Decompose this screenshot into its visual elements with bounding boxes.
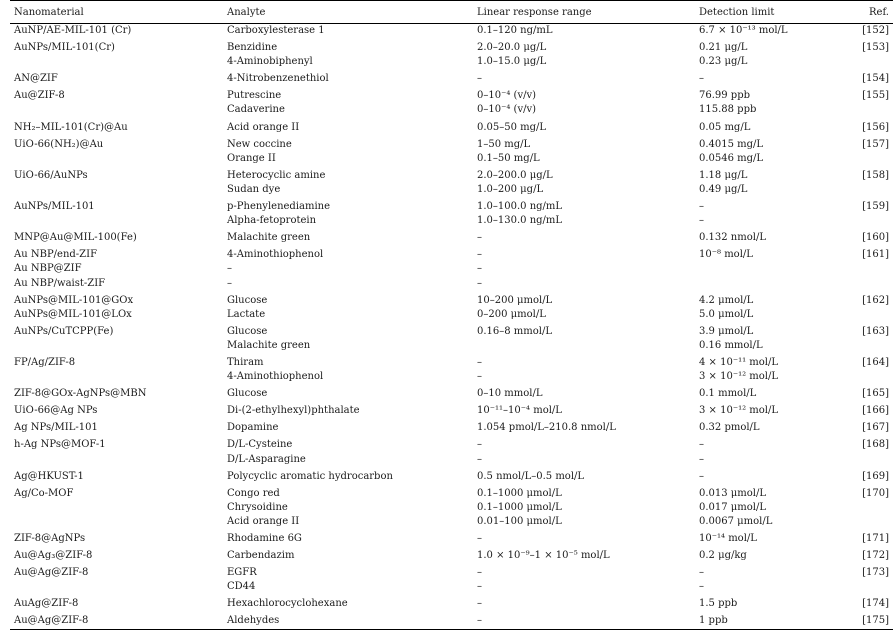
nanomaterial-cell: ZIF-8@AgNPs [14,533,86,544]
nanomaterial-cell [10,55,223,69]
table-row [10,55,893,69]
table-row [10,135,893,152]
linear-range-cell: 1.0–15.0 μg/L [477,56,547,68]
nanomaterial-cell: ZIF-8@GOx-AgNPs@MBN [14,388,147,400]
analyte-cell: Acid orange II [227,121,300,133]
table-row [10,308,893,322]
ref-cell: [157] [862,138,889,150]
ref-cell [851,152,893,166]
detection-limit-cell: – [699,581,704,593]
linear-range-cell: 0.1–1000 μmol/L [477,501,562,513]
ref-cell: [172] [862,550,889,562]
table-row [10,594,893,611]
ref-cell [851,501,893,515]
analyte-cell: Orange II [227,152,276,164]
table-row [10,183,893,197]
detection-limit-cell: – [699,470,704,482]
ref-cell [851,339,893,353]
ref-cell: [165] [862,388,889,400]
ref-cell [851,515,893,529]
table-row [10,118,893,135]
analyte-cell: Rhodamine 6G [227,533,302,544]
detection-limit-cell: 1.18 μg/L [699,169,748,181]
ref-cell: [163] [862,325,889,337]
table-row [10,563,893,580]
analyte-cell: Glucose [227,325,268,337]
detection-limit-cell [695,262,851,276]
ref-cell: [167] [862,422,889,434]
ref-cell [851,308,893,322]
detection-limit-cell: 76.99 ppb [699,90,751,102]
analyte-cell: 4-Aminobiphenyl [227,56,313,68]
detection-limit-cell: 0.21 μg/L [699,42,748,54]
analyte-cell: Polycyclic aromatic hydrocarbon [227,470,393,482]
nanomaterial-cell: UiO-66/AuNPs [14,169,88,181]
detection-limit-cell: 0.32 pmol/L [699,422,760,434]
analyte-cell: Glucose [227,294,268,306]
ref-cell: [175] [851,611,893,629]
ref-cell [851,55,893,69]
analyte-cell: Alpha-fetoprotein [227,215,317,227]
table-row [10,384,893,401]
detection-limit-cell: 0.0546 mg/L [699,152,764,164]
detection-limit-cell: 0.4015 mg/L [699,138,764,150]
linear-range-cell: 1.0–200 μg/L [477,183,544,195]
nanomaterial-cell: Ag NPs/MIL-101 [14,422,98,434]
nanomaterial-cell: UiO-66@Ag NPs [14,405,98,417]
detection-limit-cell: 10⁻¹⁴ mol/L [699,533,757,544]
analyte-cell: Malachite green [227,339,311,351]
linear-range-cell: 2.0–20.0 μg/L [477,42,547,54]
table-row [10,322,893,339]
detection-limit-cell: – [699,201,704,213]
detection-limit-cell: 0.23 μg/L [699,56,748,68]
detection-limit-cell: 5.0 μmol/L [699,308,754,320]
linear-range-cell: – [477,533,482,544]
table-row [10,197,893,214]
table-row [10,515,893,529]
analyte-cell: – [227,263,232,275]
linear-range-cell: – [477,356,482,368]
table-row [10,370,893,384]
linear-range-cell: 0.01–100 μmol/L [477,515,562,527]
detection-limit-cell: 0.0067 μmol/L [699,515,773,527]
ref-cell [851,183,893,197]
nanomaterial-cell: AuNPs@MIL-101@GOx [14,294,134,306]
linear-range-cell: – [477,277,482,289]
ref-cell [851,370,893,384]
detection-limit-cell: – [699,567,704,579]
ref-cell [851,580,893,594]
ref-cell [851,214,893,228]
linear-range-cell: 0–10⁻⁴ (v/v) [477,90,537,102]
nanomaterial-cell: MNP@Au@MIL-100(Fe) [14,232,137,244]
detection-limit-cell: 0.132 nmol/L [699,232,766,244]
detection-limit-cell: 1 ppb [695,611,851,629]
nanomaterial-cell: FP/Ag/ZIF-8 [14,356,76,368]
ref-cell: [170] [862,487,889,499]
nanomaterial-cell [10,103,223,117]
analyte-cell: p-Phenylenediamine [227,201,331,213]
table-row [10,228,893,245]
table-row [10,38,893,55]
nanomaterial-cell: AuNPs/MIL-101 [14,201,95,213]
linear-range-cell: 0–200 μmol/L [477,308,546,320]
detection-limit-cell: 4 × 10⁻¹¹ mol/L [699,356,779,368]
nanomaterial-cell [10,214,223,228]
table-row [10,546,893,563]
nanomaterial-cell [10,580,223,594]
nanomaterial-cell: AuAg@ZIF-8 [14,598,79,610]
analyte-cell: Aldehydes [223,611,473,629]
nanomaterial-cell [10,501,223,515]
ref-cell [851,453,893,467]
header-row [10,1,893,24]
analyte-cell: – [227,277,232,289]
ref-cell: [168] [862,439,889,451]
detection-limit-cell: 3.9 μmol/L [699,325,754,337]
table-row [10,435,893,452]
nanomaterial-cell [10,453,223,467]
analyte-cell: Chrysoidine [227,501,288,513]
nanomaterial-cell: Ag@HKUST-1 [14,470,84,482]
ref-cell: [174] [862,598,889,610]
linear-range-cell: 1–50 mg/L [477,138,531,150]
linear-range-cell: – [477,232,482,244]
table-row [10,262,893,276]
analyte-cell: Putrescine [227,90,282,102]
nanomaterial-cell: Au@Ag@ZIF-8 [10,611,223,629]
linear-range-cell: – [477,73,482,85]
table-row [10,529,893,546]
detection-limit-cell: 0.16 mmol/L [699,339,763,351]
table-row [10,214,893,228]
linear-range-cell: – [477,263,482,275]
linear-range-cell [473,339,695,353]
table-row [10,580,893,594]
detection-limit-cell: 4.2 μmol/L [699,294,754,306]
analyte-cell: Carbendazim [227,550,295,562]
nanomaterial-cell: AuNPs@MIL-101@LOx [14,308,132,320]
linear-range-cell: – [473,611,695,629]
analyte-cell: Malachite green [227,232,311,244]
detection-limit-cell: – [699,73,704,85]
ref-cell [851,277,893,291]
analyte-cell: EGFR [227,567,257,579]
ref-cell [851,103,893,117]
linear-range-cell: 0.05–50 mg/L [477,121,547,133]
analyte-cell: Di-(2-ethylhexyl)phthalate [227,405,360,417]
detection-limit-cell: 0.2 μg/kg [699,550,747,562]
analyte-cell: 4-Aminothiophenol [227,371,324,383]
detection-limit-cell: 115.88 ppb [699,104,757,116]
nanomaterial-cell [10,183,223,197]
ref-cell: [164] [862,356,889,368]
ref-cell: [169] [862,470,889,482]
linear-range-cell: 0.1–120 ng/mL [477,25,553,36]
nanomaterial-cell: AuNPs/CuTCPP(Fe) [14,325,114,337]
linear-range-cell: 1.0–100.0 ng/mL [477,201,563,213]
ref-cell [851,262,893,276]
ref-cell: [159] [862,201,889,213]
table-row [10,467,893,484]
table-row [10,353,893,370]
detection-limit-cell: 3 × 10⁻¹² mol/L [699,371,779,383]
table-row [10,166,893,183]
table-row [10,69,893,86]
linear-range-cell: – [477,371,482,383]
table-row [10,401,893,418]
table-row [10,24,893,39]
analyte-cell: 4-Nitrobenzenethiol [227,73,329,85]
analyte-cell: Thiram [227,356,264,368]
table-row [10,484,893,501]
ref-cell: [171] [862,533,889,544]
header-analyte: Analyte [223,1,473,24]
analyte-cell: Dopamine [227,422,279,434]
table-row [10,103,893,117]
table-body [10,24,893,630]
linear-range-cell: – [477,567,482,579]
ref-cell: [152] [862,25,889,36]
nanomaterial-cell: NH₂–MIL-101(Cr)@Au [14,121,128,133]
analyte-cell: Heterocyclic amine [227,169,326,181]
detection-limit-cell: 0.017 μmol/L [699,501,767,513]
linear-range-cell: 10⁻¹¹–10⁻⁴ mol/L [477,405,562,417]
nanomaterial-cell: Au@Ag₃@ZIF-8 [14,550,93,562]
linear-range-cell: – [477,439,482,451]
linear-range-cell: 0–10 mmol/L [477,388,543,400]
detection-limit-cell: 0.49 μg/L [699,183,748,195]
nanomaterial-cell: AuNP/AE-MIL-101 (Cr) [14,25,132,36]
detection-limit-cell: 0.013 μmol/L [699,487,767,499]
table-row [10,245,893,262]
nanomaterial-cell: UiO-66(NH₂)@Au [14,138,104,150]
detection-limit-cell: 0.05 mg/L [699,121,751,133]
analyte-cell: Lactate [227,308,266,320]
nanomaterial-cell [10,339,223,353]
analyte-cell: Glucose [227,388,268,400]
ref-cell: [155] [862,90,889,102]
nanomaterial-cell: Au@Ag@ZIF-8 [14,567,89,579]
linear-range-cell: 0.16–8 mmol/L [477,325,552,337]
ref-cell: [160] [862,232,889,244]
analyte-cell: Carboxylesterase 1 [227,25,325,36]
nanomaterial-cell: AN@ZIF [14,73,58,85]
analyte-cell: Cadaverine [227,104,285,116]
linear-range-cell: – [477,598,482,610]
analyte-cell: Benzidine [227,42,278,54]
linear-range-cell: 1.0–130.0 ng/mL [477,215,563,227]
linear-range-cell: – [477,453,482,465]
table-row [10,453,893,467]
table-row [10,501,893,515]
table-row [10,418,893,435]
table-row [10,291,893,308]
nanomaterial-cell [10,370,223,384]
analyte-cell: D/L-Asparagine [227,453,306,465]
detection-limit-cell: – [699,453,704,465]
ref-cell: [153] [862,42,889,54]
linear-range-cell: 0.5 nmol/L–0.5 mol/L [477,470,585,482]
detection-limit-cell: 1.5 ppb [699,598,738,610]
nanomaterial-cell: AuNPs/MIL-101(Cr) [14,42,115,54]
linear-range-cell: 0.1–50 mg/L [477,152,540,164]
detection-limit-cell: – [699,215,704,227]
analyte-cell: CD44 [227,581,256,593]
detection-limit-cell: 10⁻⁸ mol/L [699,249,753,261]
analyte-cell: New coccine [227,138,292,150]
ref-cell: [158] [862,169,889,181]
linear-range-cell: 10–200 μmol/L [477,294,553,306]
linear-range-cell: – [477,249,482,261]
analyte-cell: 4-Aminothiophenol [227,249,324,261]
nanomaterial-cell: Au NBP/end-ZIF [14,249,98,261]
nanomaterial-cell: Ag/Co-MOF [14,487,74,499]
linear-range-cell: 1.0 × 10⁻⁹–1 × 10⁻⁵ mol/L [477,550,610,562]
analyte-cell: Congo red [227,487,280,499]
detection-limit-cell [695,277,851,291]
ref-cell: [162] [862,294,889,306]
table-row [10,86,893,103]
nanomaterial-cell [10,152,223,166]
analyte-cell: Hexachlorocyclohexane [227,598,348,610]
table-row [10,611,893,629]
ref-cell: [154] [862,73,889,85]
header-ref: Ref. [851,1,893,24]
table-row [10,339,893,353]
table-row [10,277,893,291]
detection-limit-cell: 6.7 × 10⁻¹³ mol/L [699,25,788,36]
nanomaterial-cell: Au NBP@ZIF [14,263,82,275]
detection-limit-cell: – [699,439,704,451]
table-row [10,152,893,166]
header-detection-limit: Detection limit [695,1,851,24]
linear-range-cell: 0–10⁻⁴ (v/v) [477,104,537,116]
analyte-cell: Acid orange II [227,515,300,527]
nanomaterial-cell: h-Ag NPs@MOF-1 [14,439,106,451]
header-linear-range: Linear response range [473,1,695,24]
nanomaterial-table [10,0,893,630]
ref-cell: [173] [862,567,889,579]
analyte-cell: D/L-Cysteine [227,439,293,451]
linear-range-cell: – [477,581,482,593]
nanomaterial-cell: Au@ZIF-8 [14,90,65,102]
header-nanomaterial: Nanomaterial [10,1,223,24]
nanomaterial-cell: Au NBP/waist-ZIF [14,277,106,289]
ref-cell: [166] [862,405,889,417]
nanomaterial-cell [10,515,223,529]
ref-cell: [156] [862,121,889,133]
detection-limit-cell: 0.1 mmol/L [699,388,757,400]
linear-range-cell: 1.054 pmol/L–210.8 nmol/L [477,422,616,434]
analyte-cell: Sudan dye [227,183,281,195]
linear-range-cell: 2.0–200.0 μg/L [477,169,553,181]
linear-range-cell: 0.1–1000 μmol/L [477,487,562,499]
ref-cell: [161] [862,249,889,261]
detection-limit-cell: 3 × 10⁻¹² mol/L [699,405,779,417]
